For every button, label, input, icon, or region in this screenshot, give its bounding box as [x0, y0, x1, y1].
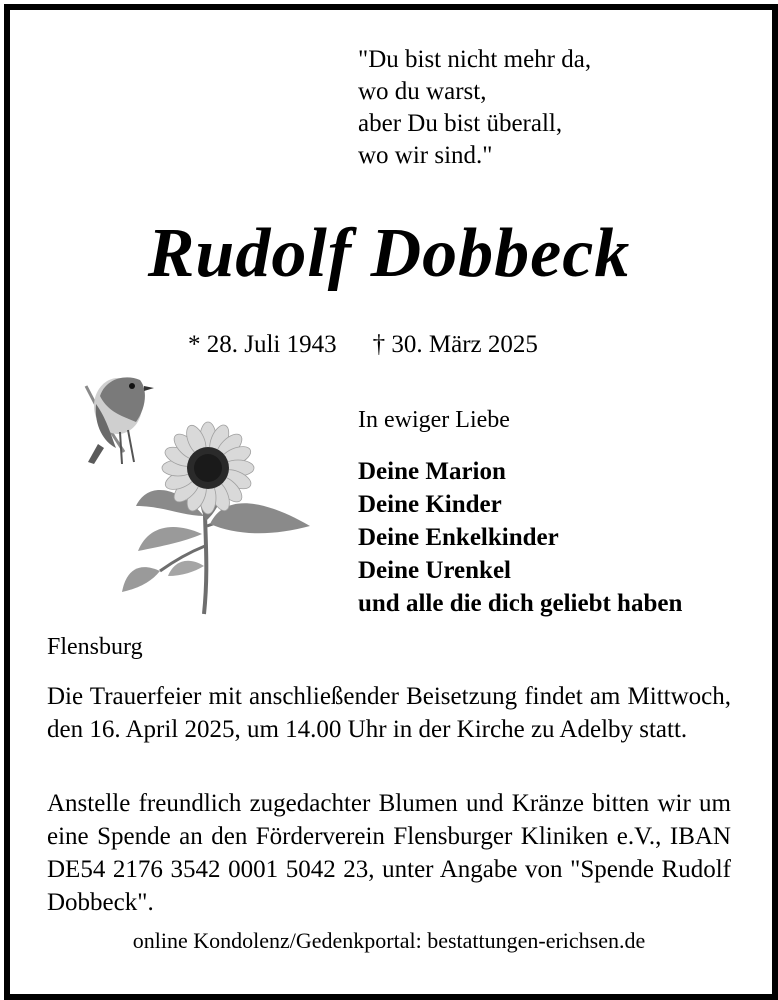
bird-icon	[86, 377, 154, 464]
donation-paragraph: Anstelle freundlich zugedachter Blumen und Kränze bitten wir um eine Spende an den Förderverein Flensburger Kliniken e.V., IBAN DE54 2176 3542 0001 5042 23, unter Angabe von "Spende Rudolf Dobbeck".	[47, 790, 731, 916]
illustration-svg	[78, 356, 318, 618]
poem-line: "Du bist nicht mehr da,	[358, 46, 592, 73]
mourner-line: Deine Enkelkinder	[358, 524, 559, 551]
mourner-line: Deine Marion	[358, 458, 506, 485]
mourner-line: und alle die dich geliebt haben	[358, 590, 683, 617]
mourner-line: Deine Kinder	[358, 491, 502, 518]
place-name: Flensburg	[47, 634, 143, 660]
bird-and-sunflower-illustration	[78, 356, 318, 618]
condolence-portal-footer: online Kondolenz/Gedenkportal: bestattungen-erichsen.de	[132, 928, 646, 953]
deceased-name: Rudolf Dobbeck	[147, 215, 631, 292]
life-dates	[188, 331, 538, 359]
funeral-paragraph: Die Trauerfeier mit anschließender Beisetzung findet am Mittwoch, den 16. April 2025, um 14.00 Uhr in der Kirche zu Adelby statt.	[47, 683, 731, 743]
poem-quote	[358, 44, 591, 172]
mourners-list	[358, 455, 682, 620]
leaf-icon	[138, 527, 202, 551]
birth-date: * 28. Juli 1943	[188, 331, 337, 358]
poem-line: aber Du bist überall,	[358, 110, 563, 137]
mourners-intro: In ewiger Liebe	[358, 407, 510, 433]
poem-line: wo du warst,	[358, 78, 487, 105]
mourner-line: Deine Urenkel	[358, 557, 511, 584]
death-date: † 30. März 2025	[372, 331, 538, 358]
leaf-icon	[122, 567, 160, 592]
sunflower-icon	[162, 422, 254, 514]
poem-line: wo wir sind."	[358, 142, 493, 169]
